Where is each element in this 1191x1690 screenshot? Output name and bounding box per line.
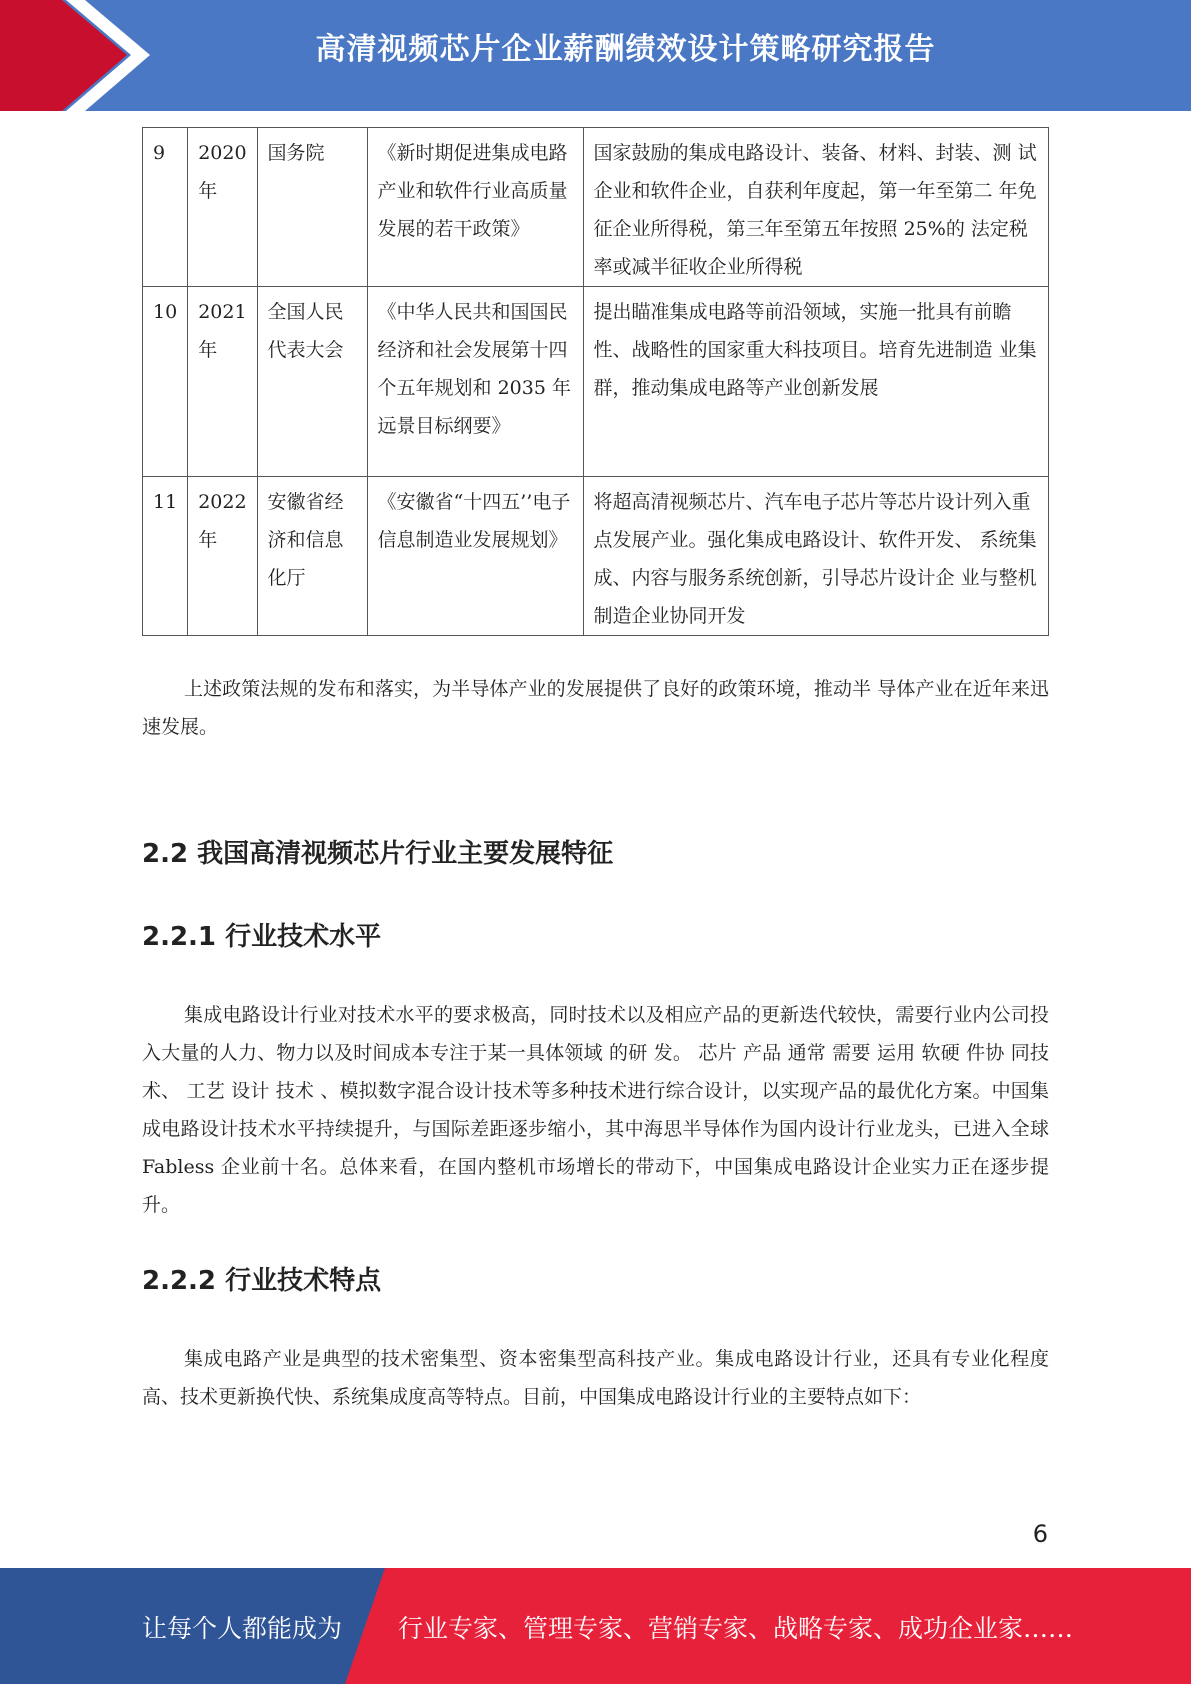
- row-document: 《中华人民共和国国民经济和社会发展第十四个五年规划和 2035 年远景目标纲要》: [367, 287, 583, 477]
- report-title: 高清视频芯片企业薪酬绩效设计策略研究报告: [315, 32, 936, 67]
- header-arrow-decoration: [0, 0, 160, 111]
- row-content: 国家鼓励的集成电路设计、装备、材料、封装、测 试企业和软件企业，自获利年度起，第一年至第二 年免征企业所得税，第三年至第五年按照 25%的 法定税率或减半征收企业所得税: [583, 128, 1048, 287]
- row-number: 9: [143, 128, 188, 287]
- row-number: 10: [143, 287, 188, 477]
- row-document: 《安徽省“十四五’’电子信息制造业发展规划》: [367, 477, 583, 636]
- row-issuer: 国务院: [257, 128, 367, 287]
- paragraph-policy-summary: 上述政策法规的发布和落实，为半导体产业的发展提供了良好的政策环境，推动半 导体产业在近年来迅速发展。: [142, 678, 1049, 738]
- row-year: 2022年: [188, 477, 257, 636]
- row-issuer: 安徽省经济和信息化厅: [257, 477, 367, 636]
- row-content: 提出瞄准集成电路等前沿领域，实施一批具有前瞻性、战略性的国家重大科技项目。培育先进制造 业集群，推动集成电路等产业创新发展: [583, 287, 1048, 477]
- paragraph-tech-level: 集成电路设计行业对技术水平的要求极高，同时技术以及相应产品的更新迭代较快，需要行业内公司投入大量的人力、物力以及时间成本专注于某一具体领域 的研 发。 芯片 产品 通常 需要 运用 软硬 件协 同技 术、 工艺 设计 技术 、模拟数字混合设计技术等多种技术进行综合设计，以实现产品的最优化方案。中国集成电路设计技术水平持续提升，与国际差距逐步缩小，其中海思半导体作为国内设计行业龙头，已进入全球 Fabless 企业前十名。总体来看，在国内整机市场增长的带动下，中国集成电路设计企业实力正在逐步提升。: [142, 1004, 1049, 1216]
- row-content: 将超高清视频芯片、汽车电子芯片等芯片设计列入重点发展产业。强化集成电路设计、软件开发、 系统集成、内容与服务系统创新，引导芯片设计企 业与整机制造企业协同开发: [583, 477, 1048, 636]
- row-number: 11: [143, 477, 188, 636]
- page-header: [0, 0, 1191, 111]
- page-footer: [0, 1568, 1191, 1684]
- row-year: 2021年: [188, 287, 257, 477]
- row-document: 《新时期促进集成电路产业和软件行业高质量发展的若干政策》: [367, 128, 583, 287]
- page-number: 6: [1032, 1520, 1048, 1548]
- footer-slogan-right: 行业专家、管理专家、营销专家、战略专家、成功企业家……: [398, 1614, 1074, 1643]
- table-row: [143, 128, 1049, 287]
- section-heading-2-2-2: 2.2.2 行业技术特点: [142, 1266, 382, 1296]
- row-issuer: 全国人民代表大会: [257, 287, 367, 477]
- row-year: 2020年: [188, 128, 257, 287]
- policy-table: [142, 127, 1049, 636]
- section-heading-2-2: 2.2 我国高清视频芯片行业主要发展特征: [142, 839, 614, 869]
- paragraph-tech-features: 集成电路产业是典型的技术密集型、资本密集型高科技产业。集成电路设计行业，还具有专业化程度高、技术更新换代快、系统集成度高等特点。目前，中国集成电路设计行业的主要特点如下：: [142, 1348, 1049, 1408]
- footer-slogan-left: 让每个人都能成为: [142, 1614, 343, 1643]
- table-row: [143, 287, 1049, 477]
- section-heading-2-2-1: 2.2.1 行业技术水平: [142, 922, 382, 952]
- table-row: [143, 477, 1049, 636]
